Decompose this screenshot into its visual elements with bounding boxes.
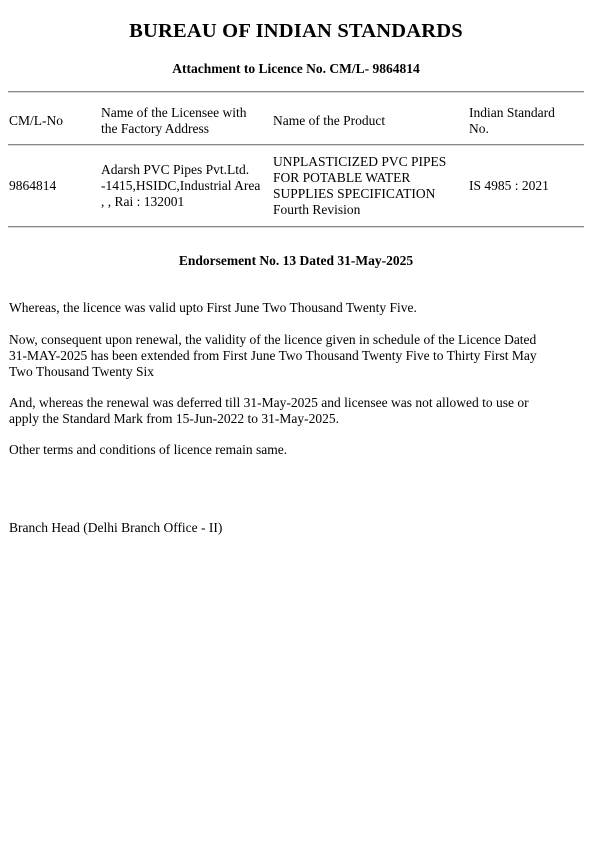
paragraph-deferral: And, whereas the renewal was deferred till 31-May-2025 and licensee was not allowed to use or apply the Standard Mark from 15-Jun-2022 to 31-May-2025. xyxy=(9,395,529,426)
column-header-standard: Indian Standard No. xyxy=(469,105,555,136)
signature-line: Branch Head (Delhi Branch Office - II) xyxy=(9,520,223,535)
document-title: BUREAU OF INDIAN STANDARDS xyxy=(129,20,463,42)
endorsement-heading: Endorsement No. 13 Dated 31-May-2025 xyxy=(178,253,414,268)
cell-indian-standard: IS 4985 : 2021 xyxy=(469,178,549,193)
table-bottom-rule xyxy=(8,226,584,228)
paragraph-validity: Whereas, the licence was valid upto First June Two Thousand Twenty Five. xyxy=(9,300,417,315)
table-header-rule xyxy=(8,144,584,146)
paragraph-other-terms: Other terms and conditions of licence remain same. xyxy=(9,442,288,457)
licence-attachment-heading: Attachment to Licence No. CM/L- 9864814 xyxy=(172,61,420,76)
cell-licensee-address: Adarsh PVC Pipes Pvt.Ltd. -1415,HSIDC,Industrial Area , , Rai : 132001 xyxy=(101,162,261,209)
column-header-product: Name of the Product xyxy=(273,113,386,128)
cell-product: UNPLASTICIZED PVC PIPES FOR POTABLE WATER SUPPLIES SPECIFICATION Fourth Revision xyxy=(273,154,447,217)
column-header-licensee: Name of the Licensee with the Factory Address xyxy=(101,105,247,136)
paragraph-renewal: Now, consequent upon renewal, the validity of the licence given in schedule of the Licence Dated 31-MAY-2025 has been extended from First June Two Thousand Twenty Five to Thirty First May Two Thousand Twenty Six xyxy=(9,332,537,379)
column-header-cml-no: CM/L-No xyxy=(9,113,63,128)
table-top-rule xyxy=(8,91,584,93)
cell-cml-no: 9864814 xyxy=(9,178,57,193)
